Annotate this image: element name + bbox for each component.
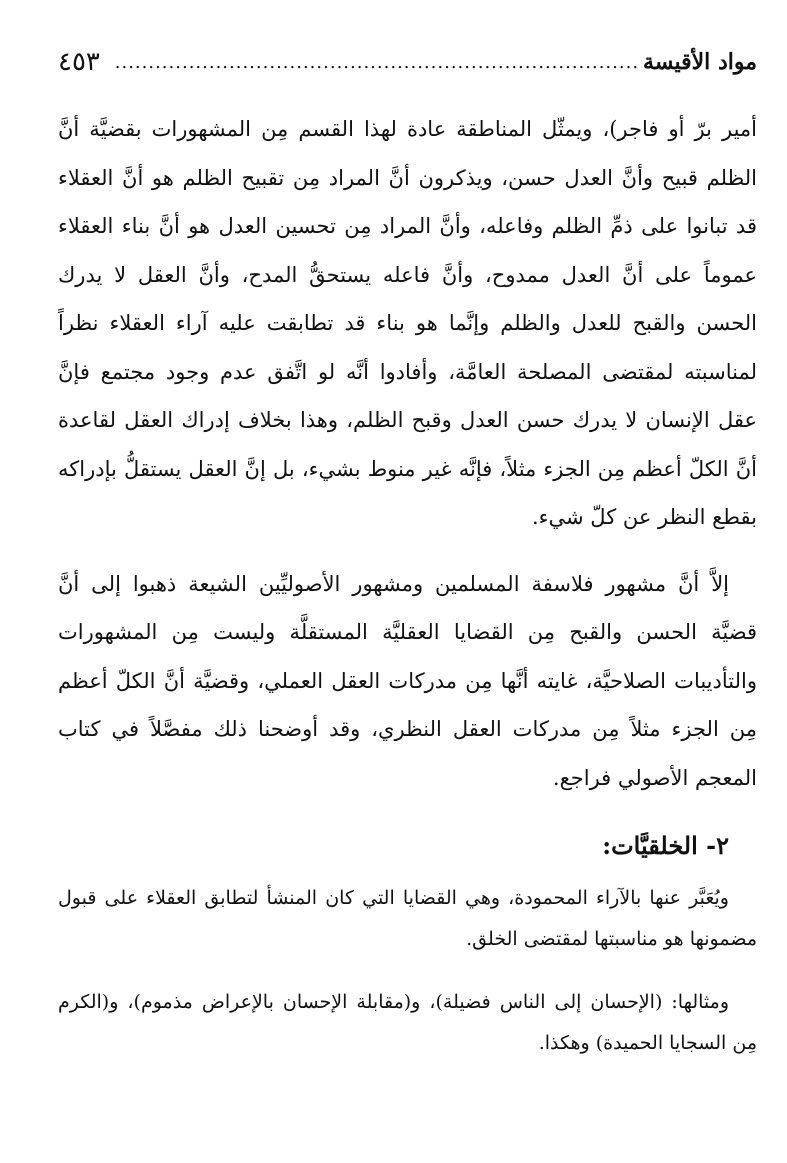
paragraph-1: أمير برّ أو فاجر)، ويمثّل المناطقة عادة لهذا القسم مِن المشهورات بقضيَّة أنَّ الظلم قبيح وأنَّ العدل حسن، ويذكرون أنَّ المراد مِن تقبيح الظلم هو أنَّ العقلاء قد تبانوا على ذمِّ الظلم وفاعله، وأنَّ المراد مِن تحسين العدل هو أنَّ بناء العقلاء عموماً على أنَّ العدل ممدوح، وأنَّ فاعله يستحقُّ المدح، وأنَّ العقل لا يدرك الحسن والقبح للعدل والظلم وإنَّما هو بناء قد تطابقت عليه آراء العقلاء نظراً لمناسبته لمقتضى المصلحة العامَّة، وأفادوا أنَّه لو اتَّفق عدم وجود مجتمع فإنَّ عقل الإنسان لا يدرك حسن العدل وقبح الظلم، وهذا بخلاف إدراك العقل لقاعدة أنَّ الكلّ أعظم مِن الجزء مثلاً، فإنَّه غير منوط بشيء، بل إنَّ العقل يستقلُّ بإدراكه بقطع النظر عن كلّ شيء. <box>58 117 757 529</box>
running-header <box>58 42 757 82</box>
section-heading: ٢- الخلقيَّات: <box>602 831 729 860</box>
section-paragraph-2: ومثالها: (الإحسان إلى الناس فضيلة)، و(مقابلة الإحسان بالإعراض مذموم)، و(الكرم مِن السجايا الحميدة) وهكذا. <box>58 991 757 1054</box>
body-text <box>58 105 757 1064</box>
leader-dots: .............................................................................. <box>114 51 640 73</box>
chapter-title: مواد الأقيسة <box>643 49 757 75</box>
section-paragraph-1: ويُعَبَّر عنها بالآراء المحمودة، وهي القضايا التي كان المنشأ لتطابق العقلاء على قبول مضمونها هو مناسبتها لمقتضى الخلق. <box>58 887 757 950</box>
page-number: ٤٥٣ <box>58 47 100 77</box>
paragraph-2: إلاَّ أنَّ مشهور فلاسفة المسلمين ومشهور الأصوليِّين الشيعة ذهبوا إلى أنَّ قضيَّة الحسن والقبح مِن القضايا العقليَّة المستقلَّة وليست مِن المشهورات والتأديبات الصلاحيَّة، غايته أنَّها مِن مدركات العقل العملي، وقضيَّة أنَّ الكلّ أعظم مِن الجزء مثلاً مِن مدركات العقل النظري، وقد أوضحنا ذلك مفصَّلاً في كتاب المعجم الأصولي فراجع. <box>58 571 757 790</box>
